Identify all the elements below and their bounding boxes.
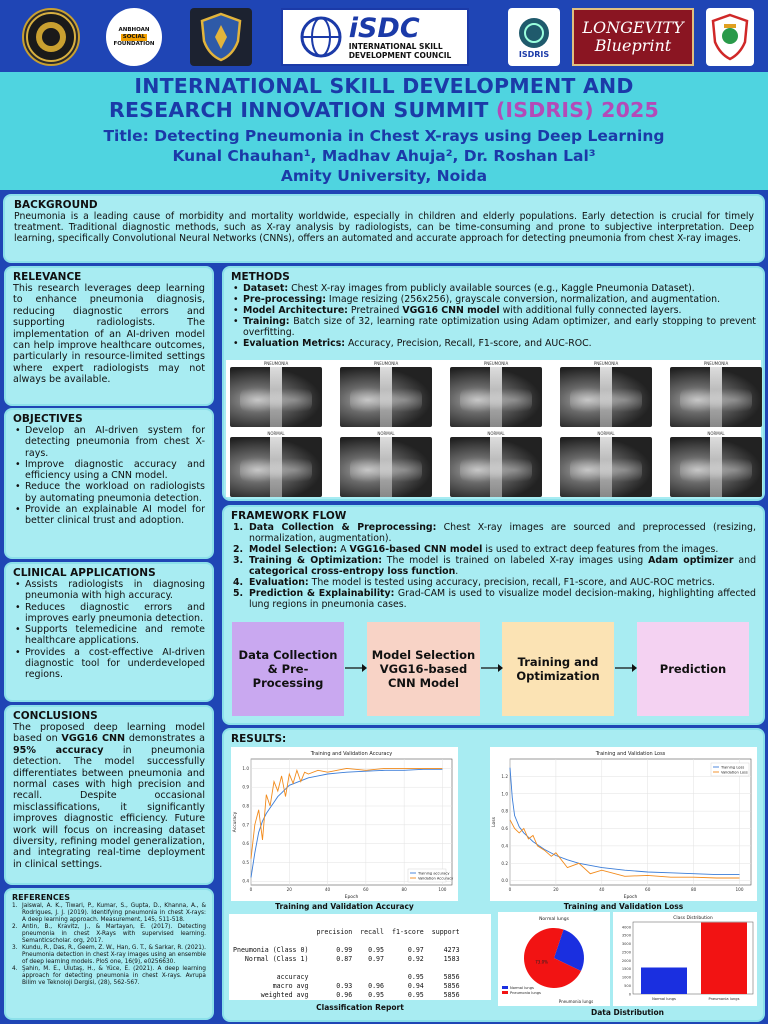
framework-bold: Adam optimizer [648, 555, 734, 566]
framework-label: Evaluation: [249, 577, 309, 588]
objective-item: • Provide an explainable AI model for better clinical trust and adoption. [13, 504, 205, 527]
framework-number: 5. [233, 588, 244, 599]
objectives-list [13, 425, 205, 527]
loss-chart [490, 747, 757, 901]
framework-list [231, 522, 756, 610]
framework-text: is used to extract deep features from the images. [482, 544, 719, 555]
xray-label: NORMAL [377, 431, 395, 436]
pie-chart-frame [498, 912, 610, 1006]
y-tick-label: 0.0 [501, 878, 508, 884]
y-tick-label: 2000 [621, 958, 631, 963]
report-cell [229, 964, 312, 973]
flow-box-model-selection: Model Selection VGG16-based CNN Model [367, 622, 480, 716]
report-cell: 0.87 [336, 955, 353, 963]
methods-panel [222, 266, 765, 501]
report-header-row [229, 928, 464, 937]
x-tick-label: 80 [401, 887, 407, 892]
x-tick-label: 60 [645, 887, 651, 892]
y-tick-label: 0.4 [501, 843, 508, 849]
conclusions-text-part: The proposed deep learning model based on [13, 722, 205, 745]
y-tick-label: 500 [624, 983, 631, 988]
report-cell: 5856 [443, 973, 460, 981]
pie-chart [498, 912, 610, 1006]
report-row [229, 955, 464, 964]
clinical-item: • Assists radiologists in diagnosing pneumonia with high accuracy. [13, 579, 205, 602]
report-cell: 5856 [443, 991, 460, 999]
flow-box-prediction: Prediction [637, 622, 749, 716]
framework-item [231, 555, 756, 577]
chart-title: Training and Validation Accuracy [310, 751, 393, 757]
methods-heading: METHODS [231, 271, 290, 283]
isdc-subtitle: DEVELOPMENT COUNCIL [348, 50, 452, 60]
background-panel [3, 194, 765, 263]
method-text: Image resizing (256x256), grayscale conversion, normalization, and augmentation. [325, 294, 721, 305]
report-cell: 0.92 [407, 955, 424, 963]
poster-header [0, 72, 768, 190]
x-tick-label: 100 [438, 887, 447, 892]
clinical-list [13, 579, 205, 681]
clinical-panel [4, 562, 214, 702]
xray-label: PNEUMONIA [263, 361, 289, 366]
x-axis-label: Epoch [623, 895, 638, 900]
report-row [229, 991, 464, 1000]
report-cell: 0.96 [368, 982, 384, 990]
reference-item: 4. Şahin, M. E., Ulutaş, H., & Yüce, E. (2021). A deep learning approach for detecting pneumonia in chest X-rays. Avrupa Bilim ve Teknoloji Dergisi, (28), 562-567. [12, 966, 206, 986]
conclusions-bold: 95% accuracy [13, 744, 104, 756]
reference-item: 1. Jaiswal, A. K., Tiwari, P., Kumar, S., Gupta, D., Khanna, A., & Rodrigues, J. J. (2019). Identifying pneumonia in chest X-rays: A deep learning approach. Measurement, 145, 511-518. [12, 903, 206, 923]
x-tick-label: 40 [599, 887, 605, 892]
classification-report-table [229, 928, 464, 1000]
report-cell: weighted avg [260, 991, 309, 999]
arrow-icon [480, 662, 504, 674]
method-item [231, 305, 756, 316]
objectives-panel [4, 408, 214, 559]
reference-text: Jaiswal, A. K., Tiwari, P., Kumar, S., Gupta, D., Khanna, A., & Rodrigues, J. J. (2019). Identifying pneumonia in chest X-rays: A deep learning approach. Measurement, 145, 511-518. [22, 903, 206, 923]
reference-text: Kundu, R., Das, R., Geem, Z. W., Han, G. T., & Sarkar, R. (2021). Pneumonia detection in chest X-ray images using an ensemble of deep learning models. PloS one, 16(9), e0256630. [22, 945, 206, 965]
framework-text: Chest X-ray images are sourced and preprocessed (resizing, normalization, augmentation). [249, 522, 756, 544]
x-tick-label: 100 [735, 887, 744, 892]
background-heading: BACKGROUND [14, 199, 98, 211]
reference-text: Şahin, M. E., Ulutaş, H., & Yüce, E. (2021). A deep learning approach for detecting pneumonia in chest X-rays. Avrupa Bilim ve Teknoloji Dergisi, (28), 562-567. [22, 966, 206, 986]
references-heading: REFERENCES [12, 893, 70, 902]
isdc-logo-inner [299, 12, 452, 60]
y-tick-label: 0.8 [242, 803, 249, 809]
logo-line: FOUNDATION [113, 40, 155, 47]
report-cell: macro avg [272, 982, 309, 990]
framework-item [231, 588, 756, 610]
y-tick-label: 0 [628, 992, 631, 997]
anbhoan-logo [106, 8, 162, 66]
framework-text: The model is trained on labeled X-ray images using [381, 555, 649, 566]
x-tick-label: 60 [363, 887, 369, 892]
conclusions-text [13, 722, 205, 870]
framework-item [231, 577, 756, 588]
accuracy-caption: Training and Validation Accuracy [275, 902, 414, 911]
y-tick-label: 0.7 [242, 822, 249, 828]
clinical-item: • Reduces diagnostic errors and improves early pneumonia detection. [13, 602, 205, 625]
pie-bottom-label: Pneumonia lungs [558, 999, 594, 1004]
y-tick-label: 1500 [621, 967, 631, 972]
report-cell [388, 937, 428, 946]
xray-label: NORMAL [597, 431, 615, 436]
framework-label: Training & Optimization: [249, 555, 382, 566]
arrow-icon [344, 662, 368, 674]
method-text: Batch size of 32, learning rate optimization using Adam optimizer, and early stopping to prevent overfitting. [243, 316, 756, 338]
framework-item [231, 544, 756, 555]
report-cell: 0.95 [407, 973, 424, 981]
bar-chart [613, 912, 757, 1006]
report-cell: Pneumonia (Class 0) [233, 946, 309, 954]
framework-number: 2. [233, 544, 244, 555]
framework-text: A [337, 544, 350, 555]
bar-chart-frame [613, 912, 757, 1006]
emblem-icon [24, 10, 78, 64]
x-tick-label: 20 [286, 887, 292, 892]
framework-number: 1. [233, 522, 244, 533]
report-row [229, 964, 464, 973]
conference-title-text: RESEARCH INNOVATION SUMMIT [109, 98, 496, 122]
flow-box-data-collection: Data Collection & Pre-Processing [232, 622, 344, 716]
framework-number: 3. [233, 555, 244, 566]
longevity-line: LONGEVITY [582, 18, 684, 37]
references-list [12, 903, 206, 987]
x-axis-label: Epoch [344, 895, 359, 900]
framework-bold: VGG16-based CNN model [349, 544, 483, 555]
report-caption: Classification Report [316, 1003, 404, 1012]
legend-swatch [502, 986, 508, 989]
report-cell [312, 964, 356, 973]
xray-grid [226, 360, 761, 497]
report-row [229, 982, 464, 991]
isdris-logo [508, 8, 560, 66]
method-label: Dataset: [243, 283, 289, 294]
report-row [229, 973, 464, 982]
report-cell: 0.96 [336, 991, 353, 999]
y-tick-label: 2500 [621, 950, 631, 955]
reference-item: 2. Antin, B., Kravitz, J., & Martayan, E. (2017). Detecting pneumonia in chest X-Rays with supervised learning. Semanticscholar. org, 2017. [12, 924, 206, 944]
legend-label: Training Loss [721, 765, 745, 770]
flow-box-training: Training and Optimization [502, 622, 614, 716]
report-cell: 0.93 [336, 982, 353, 990]
x-tick-label: 0 [249, 887, 253, 892]
report-header-cell: precision [316, 928, 353, 936]
x-tick-label: 0 [508, 887, 512, 892]
y-tick-label: 3000 [621, 942, 631, 947]
y-tick-label: 0.9 [242, 784, 249, 790]
clinical-heading: CLINICAL APPLICATIONS [13, 567, 156, 579]
method-text: with additional fully connected layers. [499, 305, 682, 316]
xray-label: PNEUMONIA [483, 361, 509, 366]
bar-title: Class Distribution [673, 916, 713, 921]
method-text: Pretrained [347, 305, 403, 316]
results-heading: RESULTS: [231, 733, 287, 745]
bar-normal-lungs [641, 968, 687, 995]
report-row [229, 946, 464, 955]
y-tick-label: 0.5 [242, 859, 249, 865]
xray-label: PNEUMONIA [373, 361, 399, 366]
framework-label: Model Selection: [249, 544, 338, 555]
y-tick-label: 0.4 [242, 878, 249, 884]
report-cell [356, 973, 388, 982]
legend-label: Validation Loss [721, 770, 748, 775]
framework-text: . [455, 566, 459, 577]
logo-bar [0, 0, 768, 74]
shield-icon [197, 11, 245, 63]
references-panel [4, 888, 214, 1020]
college-logo [706, 8, 754, 66]
xray-image [560, 437, 652, 497]
y-tick-label: 1.0 [242, 765, 249, 771]
globe-icon [299, 15, 343, 59]
method-label: Pre-processing: [243, 294, 326, 305]
report-cell: 0.94 [407, 982, 424, 990]
framework-item [231, 522, 756, 544]
y-tick-label: 0.8 [501, 808, 508, 814]
objective-item: • Reduce the workload on radiologists by automating pneumonia detection. [13, 481, 205, 504]
shield-logo [190, 8, 252, 66]
globe-icon [517, 16, 551, 50]
y-tick-label: 1000 [621, 975, 631, 980]
conference-title-line2 [0, 98, 768, 122]
classification-report [229, 914, 491, 1000]
longevity-logo [572, 8, 694, 66]
report-cell [229, 937, 312, 946]
report-cell [312, 973, 356, 982]
legend-label: Normal lungs [510, 986, 534, 990]
xray-image [450, 437, 542, 497]
report-cell [356, 964, 388, 973]
conference-acronym: (ISDRIS) 2025 [495, 98, 659, 122]
x-tick-label: 20 [553, 887, 559, 892]
y-tick-label: 0.2 [501, 860, 508, 866]
isdris-wordmark: ISDRIS [518, 49, 550, 59]
y-axis-label: Accuracy [233, 811, 238, 833]
isdc-logo [281, 8, 469, 66]
xray-image [230, 367, 322, 427]
united-kids-logo [22, 8, 80, 66]
loss-chart-frame [490, 747, 757, 901]
report-cell: 0.97 [407, 946, 424, 954]
relevance-text: This research leverages deep learning to enhance pneumonia diagnosis, reducing diagnostic errors and supporting radiologists. The implementation of an AI-driven model can help improve healthcare outcomes, particularly in resource-limited settings where expert radiologists may not always be available. [13, 283, 205, 386]
affiliation: Amity University, Noida [280, 167, 488, 185]
framework-heading: FRAMEWORK FLOW [231, 510, 347, 522]
method-item [231, 283, 756, 294]
report-cell: accuracy [276, 973, 309, 981]
conclusions-panel [4, 705, 214, 885]
xray-image [670, 367, 762, 427]
report-cell: 0.95 [368, 991, 384, 999]
chart-title: Training and Validation Loss [595, 751, 666, 757]
y-tick-label: 1.0 [501, 791, 508, 797]
xray-label: NORMAL [707, 431, 725, 436]
method-item [231, 294, 756, 305]
accuracy-chart-frame [231, 747, 458, 901]
methods-list [231, 283, 756, 349]
isdc-wordmark: iSDC [348, 12, 420, 44]
x-tick-label: 40 [324, 887, 331, 892]
y-tick-label: 3500 [621, 933, 631, 938]
legend-swatch [502, 991, 508, 994]
method-label: Model Architecture: [243, 305, 348, 316]
method-item [231, 316, 756, 338]
relevance-panel [4, 266, 214, 406]
report-header-cell: f1-score [392, 928, 424, 936]
xray-image [340, 367, 432, 427]
series-line-training-accuracy [251, 769, 442, 877]
arrow-icon [614, 662, 638, 674]
report-row [229, 937, 464, 946]
relevance-heading: RELEVANCE [13, 271, 82, 283]
pie-title: Normal lungs [539, 917, 569, 922]
report-cell [428, 937, 464, 946]
conclusions-text-part: demonstrates a [125, 733, 206, 745]
paper-title: Title: Detecting Pneumonia in Chest X-rays using Deep Learning [103, 127, 665, 145]
background-text: Pneumonia is a leading cause of morbidity and mortality worldwide, especially in children and elderly populations. Early detection is crucial for timely treatment. Traditional diagnostic methods, such as X-ray analysis by radiologists, can be time-consuming and prone to subjective interpretation. Deep learning, specifically Convolutional Neural Networks (CNNs), offers an automated and accurate approach for detecting pneumonia from chest X-ray images. [14, 211, 754, 245]
x-tick-label: Normal lungs [652, 997, 676, 1001]
report-header-cell: recall [360, 928, 384, 936]
distribution-caption: Data Distribution [590, 1008, 664, 1017]
report-header-cell: support [431, 928, 460, 936]
xray-image [340, 437, 432, 497]
conclusions-bold: VGG16 CNN [61, 733, 126, 745]
method-bold: VGG16 CNN model [402, 305, 500, 316]
reference-text: Antin, B., Kravitz, J., & Martayan, E. (2017). Detecting pneumonia in chest X-Rays with supervised learning. Semanticscholar. org, 2017. [22, 924, 206, 944]
series-line-training-loss [510, 768, 740, 875]
framework-text: The model is tested using accuracy, precision, recall, F1-score, and AUC-ROC metrics. [308, 577, 715, 588]
report-cell [312, 937, 356, 946]
objective-item: • Improve diagnostic accuracy and efficiency using a CNN model. [13, 459, 205, 482]
report-cell [356, 937, 388, 946]
longevity-line: Blueprint [594, 36, 672, 55]
method-item [231, 338, 756, 349]
report-cell: 5856 [443, 982, 460, 990]
method-text: Chest X-ray images from publicly available sources (e.g., Kaggle Pneumonia Dataset). [288, 283, 695, 294]
xray-image [450, 367, 542, 427]
report-cell: Normal (Class 1) [244, 955, 309, 963]
loss-caption: Training and Validation Loss [563, 902, 684, 911]
conclusions-text-part: in pneumonia detection. The model successfully differentiates between pneumonia and normal cases with high precision and recall. Despite occasional misclassifications, it significantly improves diagnostic efficiency. Future work will focus on increasing dataset diversity, refining model generalization, and integrating real-time deployment in clinical settings. [13, 744, 205, 870]
xray-image [230, 437, 322, 497]
report-cell: 0.99 [336, 946, 353, 954]
xray-label: PNEUMONIA [703, 361, 729, 366]
xray-label: NORMAL [267, 431, 285, 436]
report-cell: 0.97 [368, 955, 384, 963]
y-tick-label: 0.6 [501, 826, 508, 832]
conclusions-heading: CONCLUSIONS [13, 710, 98, 722]
report-cell: 0.95 [368, 946, 384, 954]
authors: Kunal Chauhan¹, Madhav Ahuja², Dr. Roshan Lal³ [172, 147, 596, 165]
framework-number: 4. [233, 577, 244, 588]
report-cell [388, 964, 428, 973]
framework-label: Data Collection & Preprocessing: [249, 522, 437, 533]
xray-label: NORMAL [487, 431, 505, 436]
legend-label: Training accuracy [418, 871, 450, 876]
xray-image [560, 367, 652, 427]
series-line-validation-accuracy [251, 768, 442, 858]
plot-frame [510, 759, 751, 885]
x-tick-label: 80 [690, 887, 697, 892]
y-axis-label: Loss [492, 817, 497, 827]
report-cell [229, 928, 312, 937]
clinical-item: • Supports telemedicine and remote healthcare applications. [13, 624, 205, 647]
report-cell: 4273 [443, 946, 460, 954]
framework-label: Prediction & Explainability: [249, 588, 395, 599]
y-tick-label: 1.2 [501, 773, 508, 779]
report-cell: 1583 [443, 955, 460, 963]
y-tick-label: 4000 [621, 925, 631, 930]
clinical-item: • Provides a cost-effective AI-driven diagnostic tool for underdeveloped regions. [13, 647, 205, 681]
accuracy-chart [231, 747, 458, 901]
bar-pneumonia-lungs [701, 923, 747, 995]
legend-label: Validation Accuracy [418, 876, 454, 881]
logo-line: SOCIAL [122, 33, 146, 40]
logo-line: ANBHOAN [118, 26, 150, 33]
framework-text: and [733, 555, 757, 566]
method-text: Accuracy, Precision, Recall, F1-score, and AUC-ROC. [345, 338, 592, 349]
x-tick-label: Pneumonia lungs [708, 997, 740, 1001]
method-label: Training: [243, 316, 290, 327]
legend-label: Pneumonia lungs [510, 991, 541, 995]
objectives-heading: OBJECTIVES [13, 413, 83, 425]
method-label: Evaluation Metrics: [243, 338, 346, 349]
pie-data-label: 73.0% [535, 959, 548, 965]
conference-title-line1: INTERNATIONAL SKILL DEVELOPMENT AND [134, 74, 634, 98]
reference-item: 3. Kundu, R., Das, R., Geem, Z. W., Han, G. T., & Sarkar, R. (2021). Pneumonia detection in chest X-ray images using an ensemble of deep learning models. PloS one, 16(9), e0256630. [12, 945, 206, 965]
isdc-subtitle: INTERNATIONAL SKILL [348, 41, 443, 51]
xray-label: PNEUMONIA [593, 361, 619, 366]
y-tick-label: 0.6 [242, 841, 249, 847]
framework-bold: categorical cross-entropy loss function [249, 566, 456, 577]
isdc-text [348, 12, 452, 60]
xray-image [670, 437, 762, 497]
framework-text: Grad-CAM is used to visualize model decision-making, highlighting affected lung regions in pneumonia cases. [249, 588, 756, 610]
crest-icon [709, 12, 751, 62]
report-cell: 0.95 [407, 991, 424, 999]
objective-item: • Develop an AI-driven system for detecting pneumonia from chest X-rays. [13, 425, 205, 459]
report-cell [428, 964, 464, 973]
